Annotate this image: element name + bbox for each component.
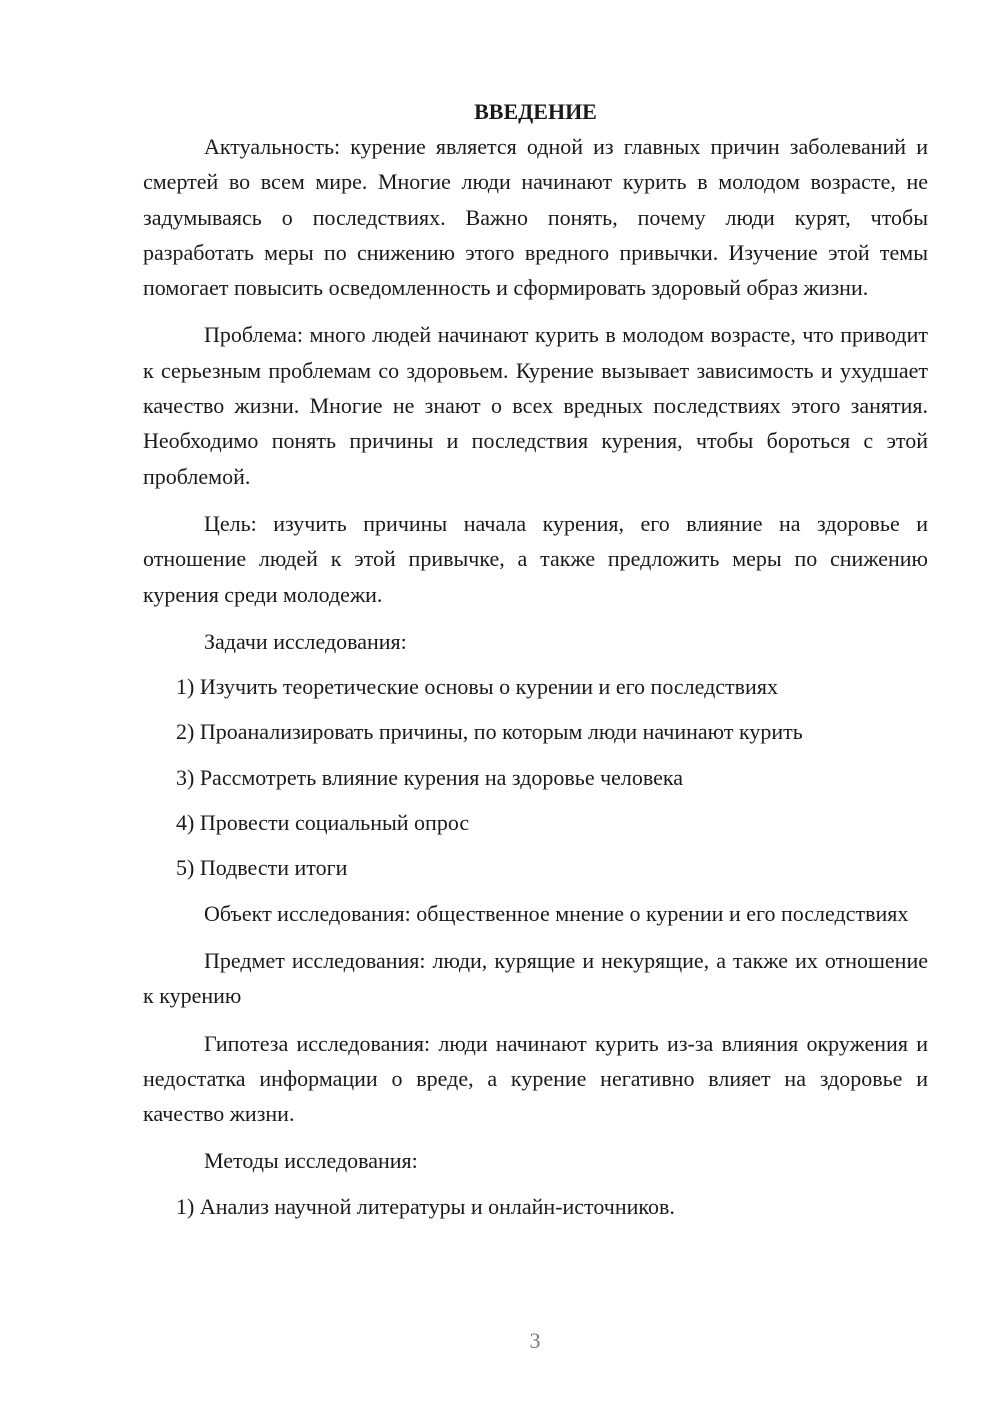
task-item: 1) Изучить теоретические основы о курении и его последствиях xyxy=(176,674,778,700)
task-item: 4) Провести социальный опрос xyxy=(176,810,470,836)
method-item: 1) Анализ научной литературы и онлайн-источников. xyxy=(176,1193,675,1219)
problem-paragraph: Проблема: много людей начинают курить в молодом возрасте, что приводит к серьезным проблемам со здоровьем. Курение вызывает зависимость и ухудшает качество жизни. Многие не знают о всех вредных последствиях этого занятия. Необходимо понять причины и последствия курения, чтобы бороться с этой проблемой. xyxy=(143,322,928,489)
goal-paragraph: Цель: изучить причины начала курения, его влияние на здоровье и отношение людей к этой привычке, а также предложить меры по снижению курения среди молодежи. xyxy=(143,510,928,607)
task-item: 3) Рассмотреть влияние курения на здоровье человека xyxy=(176,764,684,790)
tasks-heading: Задачи исследования: xyxy=(204,628,407,654)
page-title: ВВЕДЕНИЕ xyxy=(474,99,597,124)
page-number: 3 xyxy=(529,1328,541,1353)
object-paragraph: Объект исследования: общественное мнение о курении и его последствиях xyxy=(204,900,909,926)
document-page xyxy=(143,94,928,1224)
task-item: 2) Проанализировать причины, по которым люди начинают курить xyxy=(176,719,803,745)
hypothesis-paragraph: Гипотеза исследования: люди начинают курить из-за влияния окружения и недостатка информации о вреде, а курение негативно влияет на здоровье и качество жизни. xyxy=(143,1030,928,1127)
relevance-paragraph: Актуальность: курение является одной из главных причин заболеваний и смертей во всем мире. Многие люди начинают курить в молодом возрасте, не задумываясь о последствиях. Важно понять, почему люди курят, чтобы разработать меры по снижению этого вредного привычки. Изучение этой темы помогает повысить осведомленность и сформировать здоровый образ жизни. xyxy=(143,134,928,301)
subject-paragraph: Предмет исследования: люди, курящие и некурящие, а также их отношение к курению xyxy=(143,947,928,1009)
task-item: 5) Подвести итоги xyxy=(176,855,348,881)
methods-heading: Методы исследования: xyxy=(204,1148,418,1174)
